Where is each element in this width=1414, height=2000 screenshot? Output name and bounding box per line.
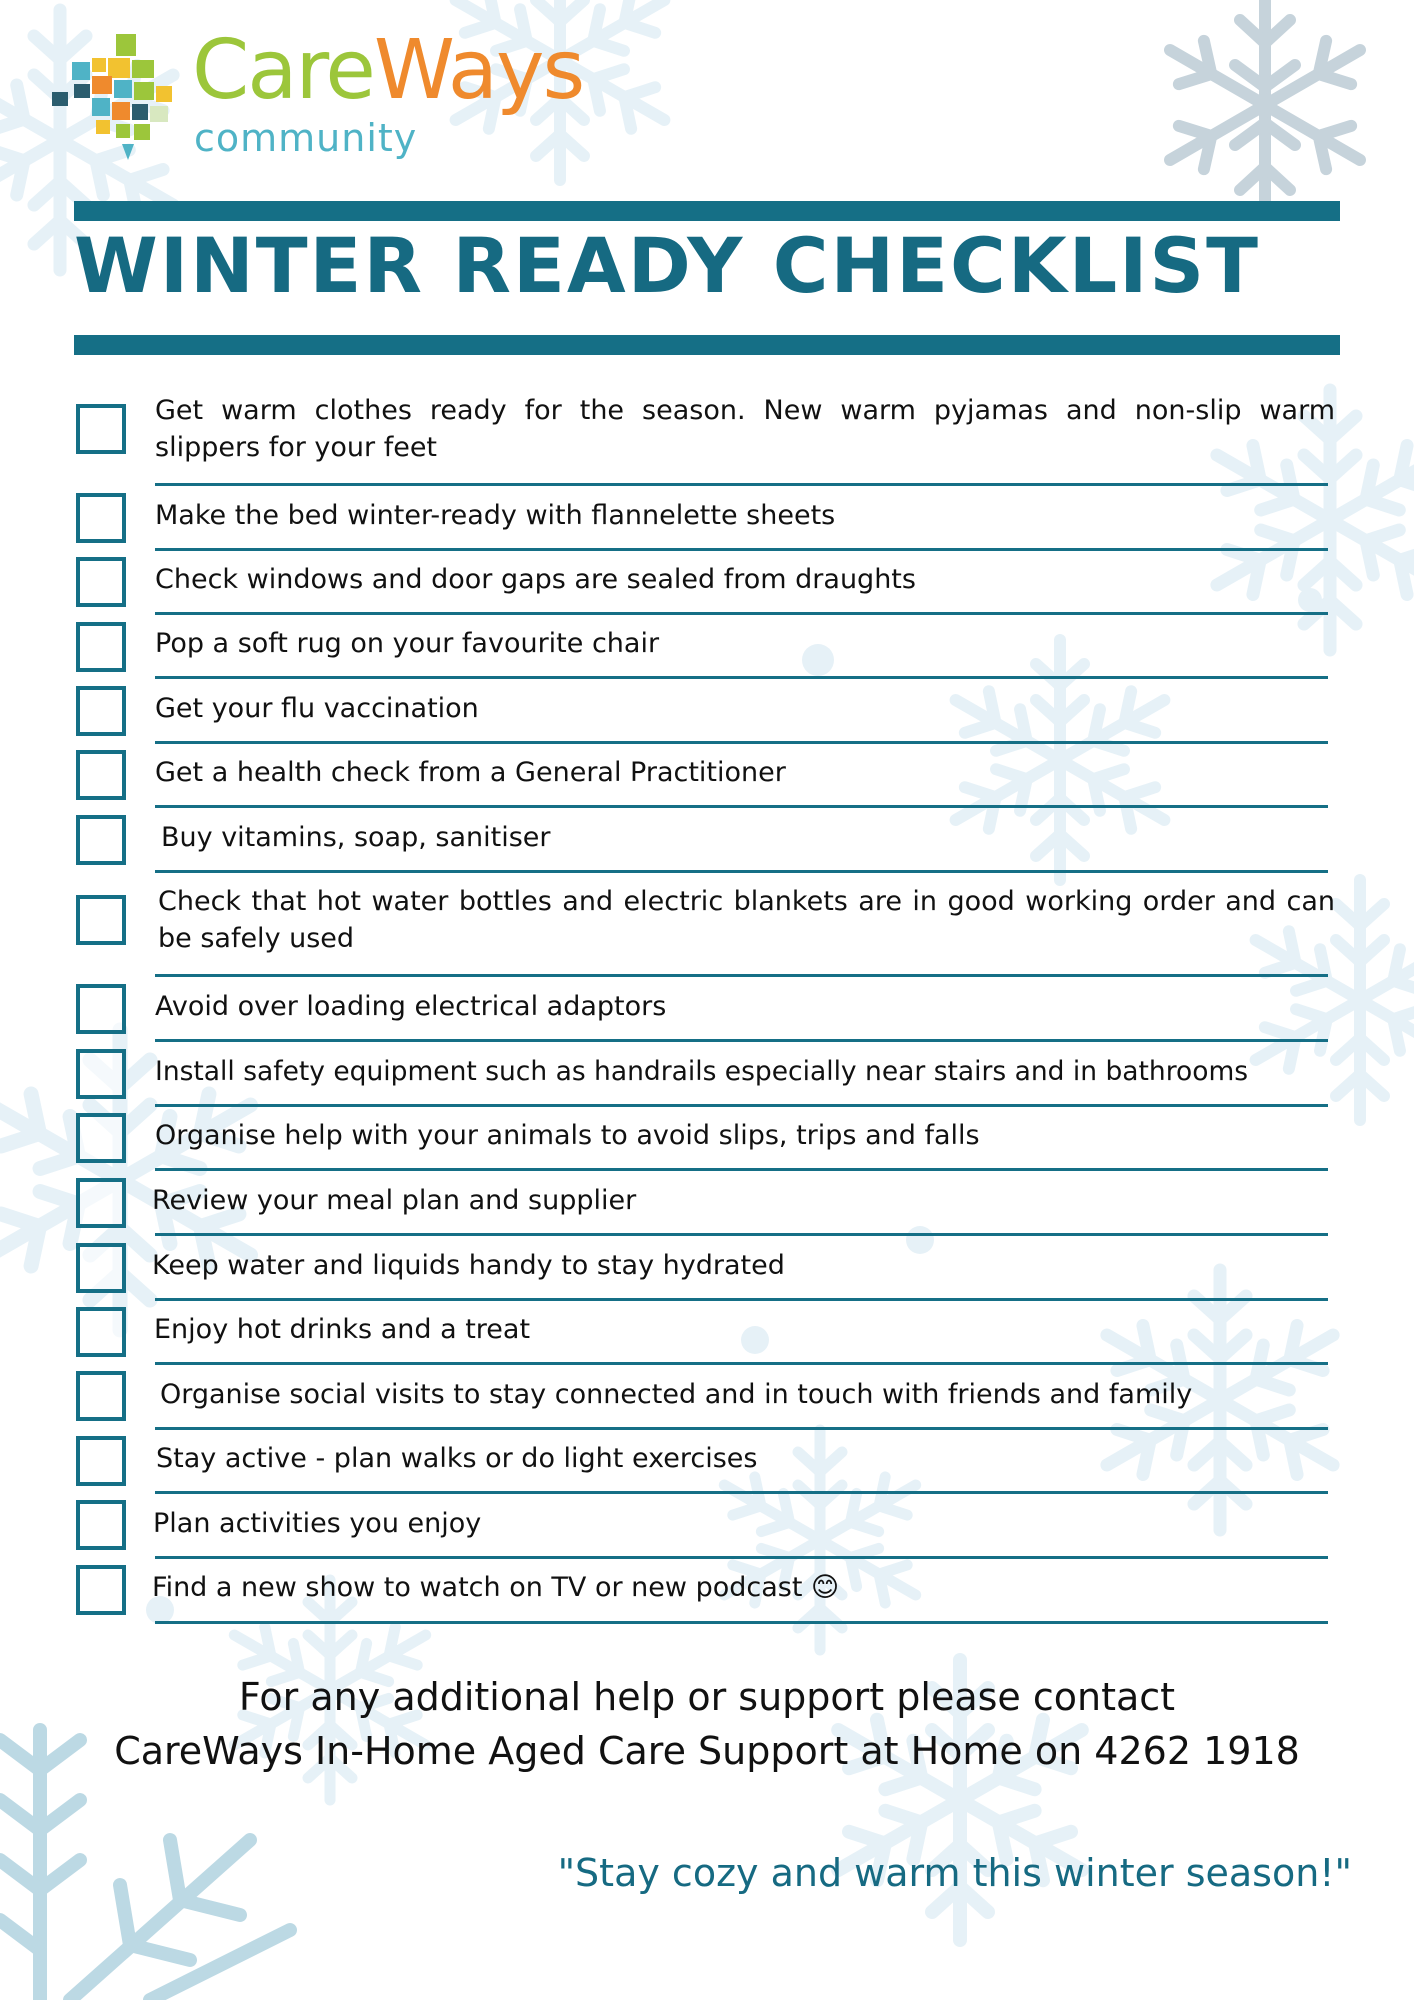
checkbox[interactable] [76,984,126,1034]
item-divider [155,1104,1328,1107]
checklist-item-text: Check that hot water bottles and electric blankets are in good working order and can be safely used [158,886,1335,954]
item-divider [155,1039,1328,1042]
careways-logo [52,23,612,168]
title-bar-top [74,201,1340,221]
checkbox[interactable] [76,815,126,865]
contact-line-2: CareWays In-Home Aged Care Support at Home on 4262 1918 [114,1729,1300,1773]
checkbox[interactable] [76,1500,126,1550]
checklist-item-text: Review your meal plan and supplier [152,1185,637,1216]
item-divider [155,1556,1328,1559]
checkbox[interactable] [76,1243,126,1293]
item-divider [155,676,1328,679]
item-divider [155,741,1328,744]
item-divider [155,974,1328,977]
checklist-item-text: Install safety equipment such as handrails especially near stairs and in bathrooms [155,1056,1249,1087]
item-divider [155,870,1328,873]
checkbox[interactable] [76,1307,126,1357]
logo-word-care: Care [192,23,374,118]
checkbox[interactable] [76,1113,126,1163]
logo-mosaic-icon [52,28,182,168]
checklist-item-text: Check windows and door gaps are sealed from draughts [155,564,916,595]
checklist-item-text: Stay active - plan walks or do light exercises [156,1443,758,1474]
checklist-item-text: Buy vitamins, soap, sanitiser [161,822,551,853]
checkbox[interactable] [76,493,126,543]
checkbox[interactable] [76,1371,126,1421]
logo-wordmark [192,23,584,118]
item-divider [155,1491,1328,1494]
checklist-item-text: Plan activities you enjoy [153,1508,482,1539]
contact-line-1: For any additional help or support please contact [238,1675,1176,1719]
item-divider [155,1362,1328,1365]
checkbox[interactable] [76,750,126,800]
closing-quote: "Stay cozy and warm this winter season!" [557,1851,1352,1895]
checklist-item-text: Pop a soft rug on your favourite chair [155,628,660,659]
item-divider [155,1298,1328,1301]
item-divider [155,1168,1328,1171]
item-divider [155,805,1328,808]
checklist-item-text: Get warm clothes ready for the season. New warm pyjamas and non-slip warm slippers for your feet [155,395,1335,463]
item-divider [155,483,1328,486]
logo-word-ways: Ways [373,23,584,118]
item-divider [155,548,1328,551]
checklist-item-text: Enjoy hot drinks and a treat [154,1314,531,1345]
logo-community: community [194,116,418,160]
checklist-item-text: Get a health check from a General Practitioner [155,757,786,788]
item-divider [155,612,1328,615]
checklist-item-text: Avoid over loading electrical adaptors [155,991,667,1022]
item-divider [155,1427,1328,1430]
checkbox[interactable] [76,622,126,672]
checklist-item-text: Keep water and liquids handy to stay hydrated [152,1250,785,1281]
checkbox[interactable] [76,1565,126,1615]
item-divider [155,1233,1328,1236]
checklist-item-text: Get your flu vaccination [155,693,479,724]
title-bar-bottom [74,335,1340,355]
item-divider [155,1621,1328,1624]
checkbox[interactable] [76,1049,126,1099]
contact-info [0,1670,1414,1778]
checkbox[interactable] [76,1436,126,1486]
checklist-item-text: Organise help with your animals to avoid slips, trips and falls [155,1120,980,1151]
checklist-item-text: Make the bed winter-ready with flannelette sheets [155,500,836,531]
checkbox[interactable] [76,1178,126,1228]
checkbox[interactable] [76,686,126,736]
checkbox[interactable] [76,895,126,945]
checklist-item-text: Organise social visits to stay connected and in touch with friends and family [160,1379,1193,1410]
checkbox[interactable] [76,404,126,454]
page-title: WINTER READY CHECKLIST [74,221,1261,310]
checklist-item-text: Find a new show to watch on TV or new podcast 😊 [152,1572,840,1603]
checkbox[interactable] [76,557,126,607]
